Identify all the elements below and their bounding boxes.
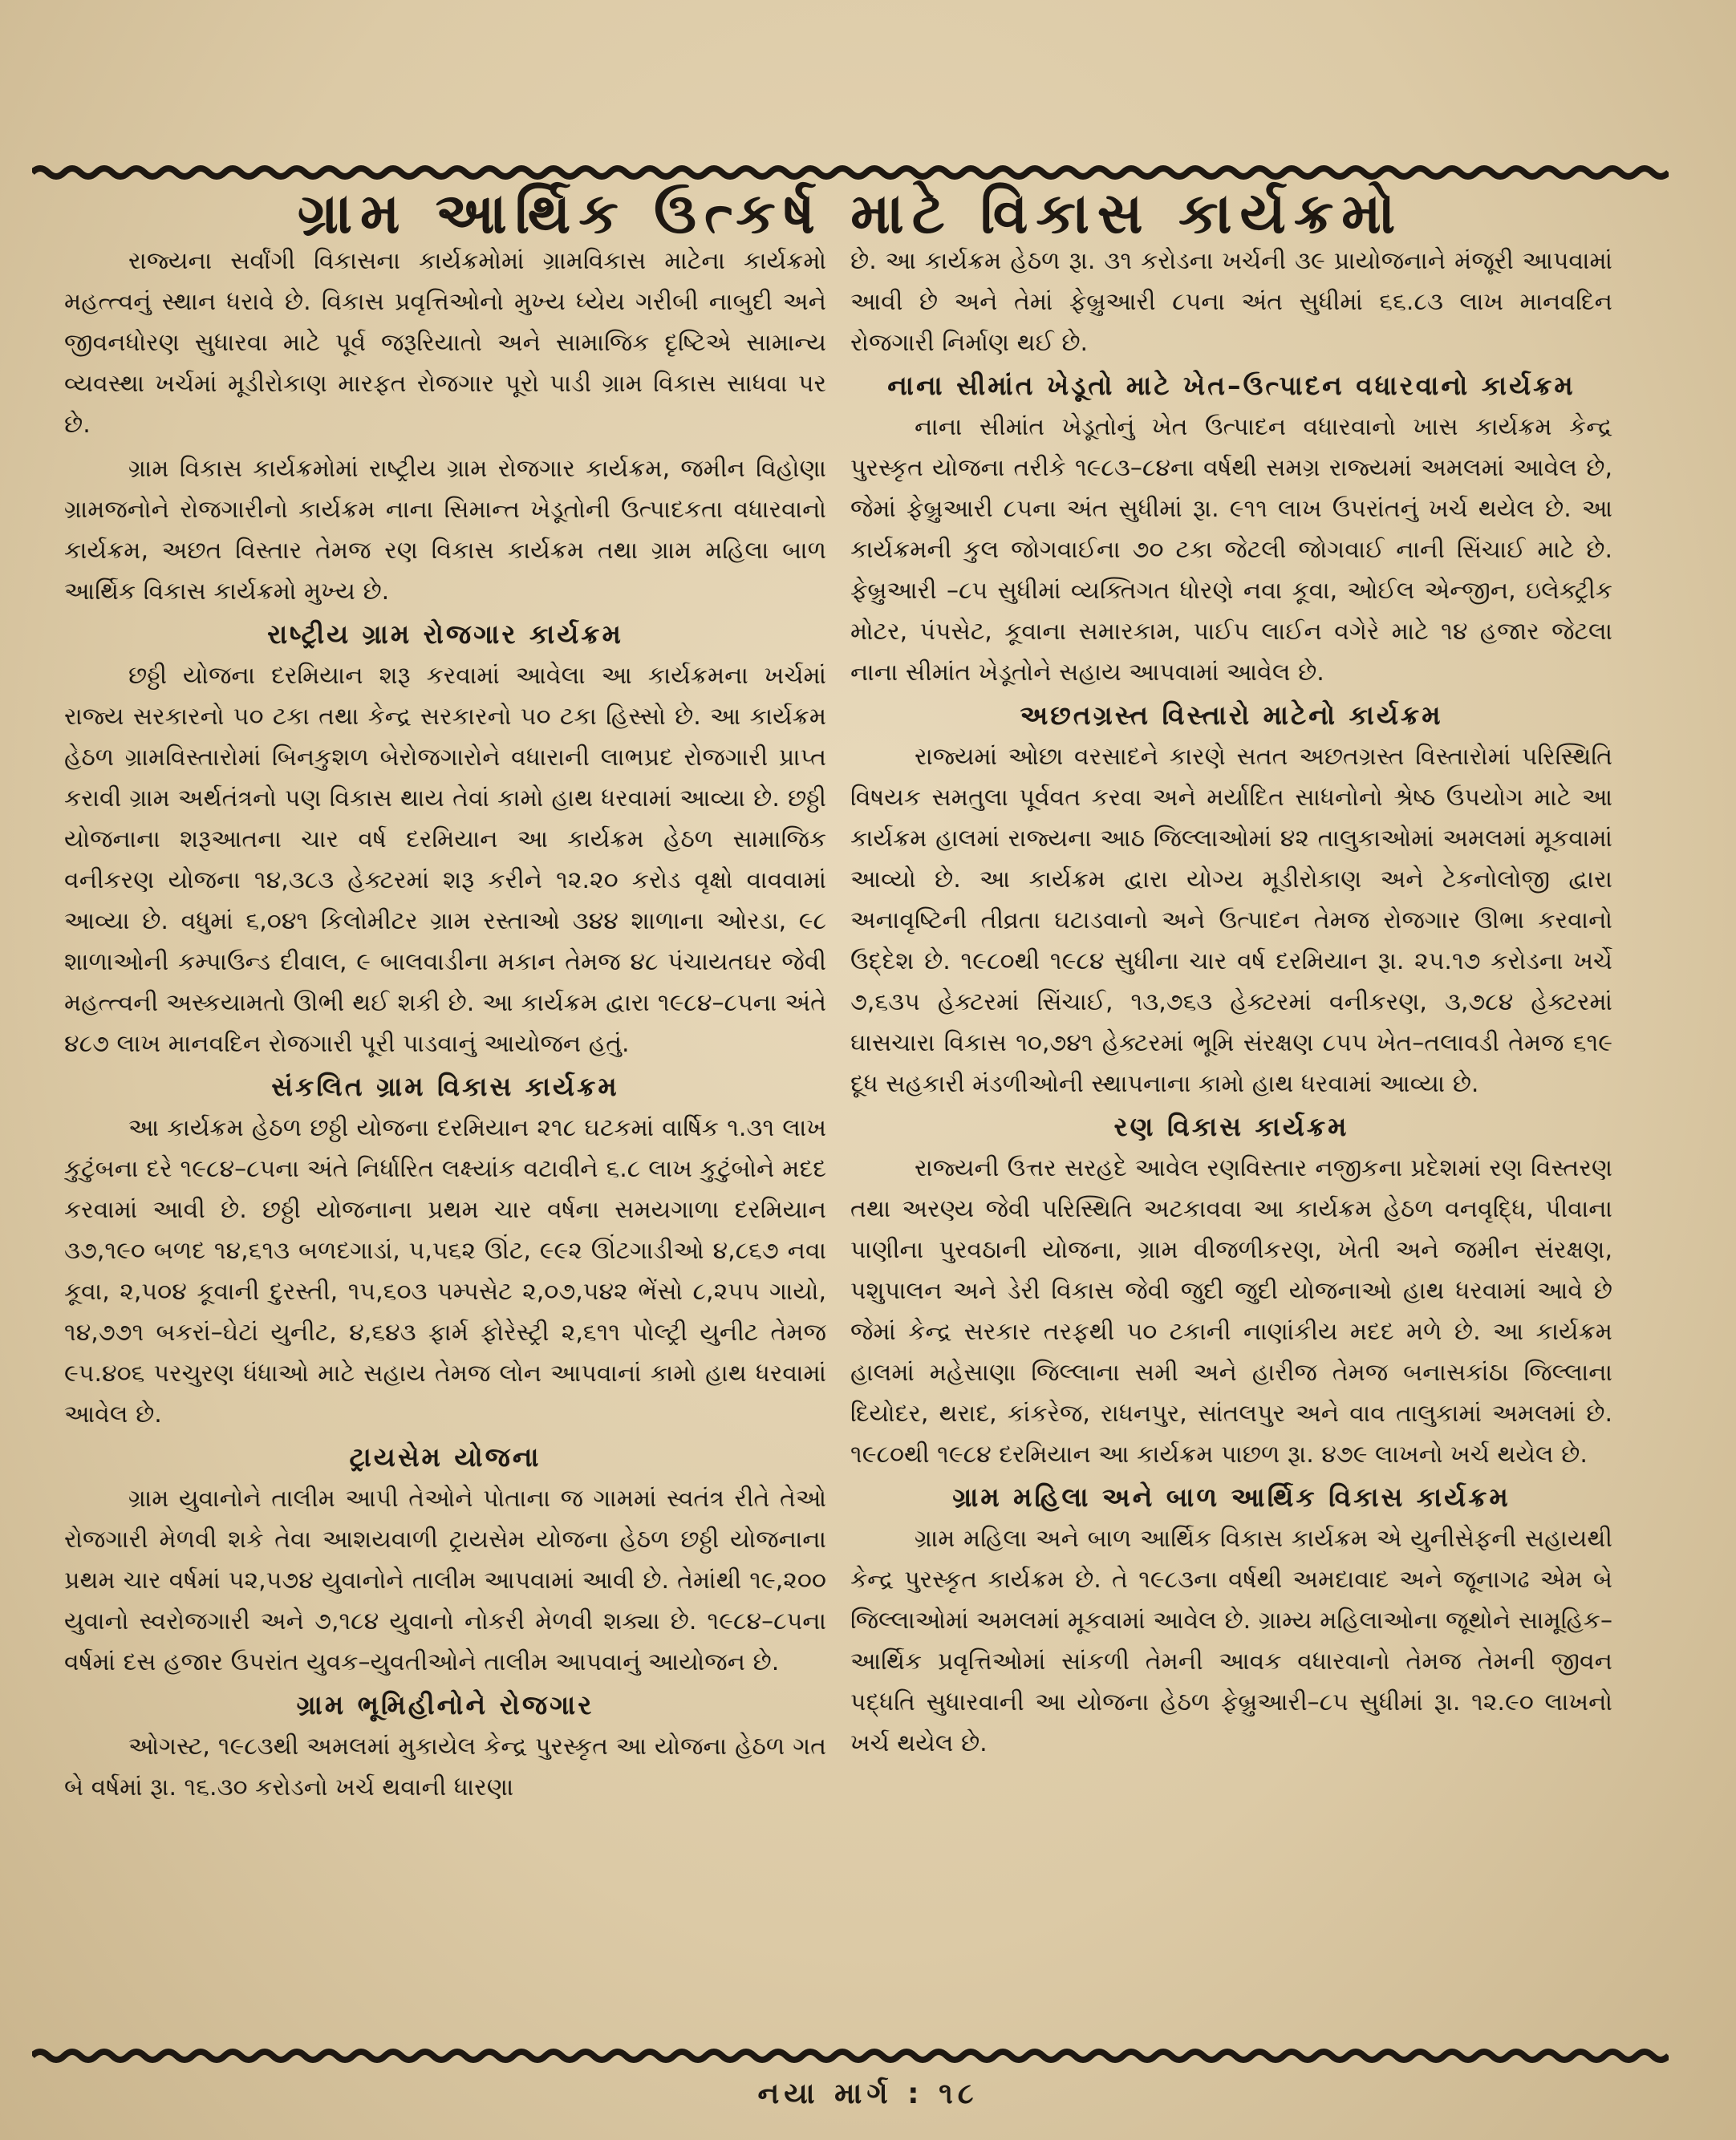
- left-paragraph-4: આ કાર્યક્રમ હેઠળ છઠ્ઠી યોજના દરમિયાન ૨૧૮ ઘટકમાં વાર્ષિક ૧.૩૧ લાખ કુટુંબના દરે ૧૯૮૪–૮૫ના અંતે નિર્ધારિત લક્ષ્યાંક વટાવીને ૬.૮ લાખ કુટુંબોને મદદ કરવામાં આવી છે. છઠ્ઠી યોજનાના પ્રથમ ચાર વર્ષના સમયગાળા દરમિયાન ૩૭,૧૯૦ બળદ ૧૪,૬૧૩ બળદગાડાં, ૫,૫૬૨ ઊંટ, ૯૯૨ ઊંટગાડીઓ ૪,૮૬૭ નવા કૂવા, ૨,૫૦૪ કૂવાની દુરસ્તી, ૧૫,૬૦૩ પમ્પસેટ ૨,૦૭,૫૪૨ ભેંસો ૮,૨૫૫ ગાયો, ૧૪,૭૭૧ બકરાં–ઘેટાં યુનીટ, ૪,૬૪૩ ફાર્મ ફોરેસ્ટ્રી ૨,૬૧૧ પોલ્ટ્રી યુનીટ તેમજ ૯૫.૪૦૬ પરચુરણ ધંધાઓ માટે સહાય તેમજ લોન આપવાનાં કામો હાથ ધરવામાં આવેલ છે.: [64, 1114, 826, 1429]
- right-paragraph-5: ગ્રામ મહિલા અને બાળ આર્થિક વિકાસ કાર્યક્રમ એ યુનીસેફની સહાયથી કેન્દ્ર પુરસ્કૃત કાર્યક્રમ છે. તે ૧૯૮૩ના વર્ષથી અમદાવાદ અને જૂનાગઢ એમ બે જિલ્લાઓમાં અમલમાં મૂકવામાં આવેલ છે. ગ્રામ્ય મહિલાઓના જૂથોને સામૂહિક–આર્થિક પ્રવૃત્તિઓમાં સાંકળી તેમની આવક વધારવાનો તેમજ તેમની જીવન પદ્ધતિ સુધારવાની આ યોજના હેઠળ ફેબ્રુઆરી–૮૫ સુધીમાં રૂા. ૧૨.૯૦ લાખનો ખર્ચ થયેલ છે.: [850, 1525, 1612, 1757]
- left-paragraph-1: રાજ્યના સર્વાંગી વિકાસના કાર્યક્રમોમાં ગ્રામવિકાસ માટેના કાર્યક્રમો મહત્ત્વનું સ્થાન ધરાવે છે. વિકાસ પ્રવૃત્તિઓનો મુખ્ય ધ્યેય ગરીબી નાબુદી અને જીવનધોરણ સુધારવા માટે પૂર્વ જરૂરિયાતો અને સામાજિક દૃષ્ટિએ સામાન્ય વ્યવસ્થા ખર્ચમાં મૂડીરોકાણ મારફત રોજગાર પૂરો પાડી ગ્રામ વિકાસ સાધવા પર છે.: [64, 247, 826, 439]
- left-paragraph-3: છઠ્ઠી યોજના દરમિયાન શરૂ કરવામાં આવેલા આ કાર્યક્રમના ખર્ચમાં રાજ્ય સરકારનો ૫૦ ટકા તથા કેન્દ્ર સરકારનો ૫૦ ટકા હિસ્સો છે. આ કાર્યક્રમ હેઠળ ગ્રામવિસ્તારોમાં બિનકુશળ બેરોજગારોને વધારાની લાભપ્રદ રોજગારી પ્રાપ્ત કરાવી ગ્રામ અર્થતંત્રનો પણ વિકાસ થાય તેવાં કામો હાથ ધરવામાં આવ્યા છે. છઠ્ઠી યોજનાના શરૂઆતના ચાર વર્ષ દરમિયાન આ કાર્યક્રમ હેઠળ સામાજિક વનીકરણ યોજના ૧૪,૩૮૩ હેક્ટરમાં શરૂ કરીને ૧૨.૨૦ કરોડ વૃક્ષો વાવવામાં આવ્યા છે. વધુમાં ૬,૦૪૧ કિલોમીટર ગ્રામ રસ્તાઓ ૩૪૪ શાળાના ઓરડા, ૯૮ શાળાઓની કમ્પાઉન્ડ દીવાલ, ૯ બાલવાડીના મકાન તેમજ ૪૮ પંચાયતઘર જેવી મહત્ત્વની અસ્કયામતો ઊભી થઈ શકી છે. આ કાર્યક્રમ દ્વારા ૧૯૮૪–૮૫ના અંતે ૪૮૭ લાખ માનવદિન રોજગારી પૂરી પાડવાનું આયોજન હતું.: [64, 662, 826, 1058]
- right-heading-2: અછતગ્રસ્ત વિસ્તારો માટેનો કાર્યક્રમ: [1020, 699, 1443, 731]
- left-heading-4: ગ્રામ ભૂમિહીનોને રોજગાર: [296, 1689, 594, 1721]
- right-heading-3: રણ વિકાસ કાર્યક્રમ: [1113, 1111, 1349, 1142]
- page-footer: નયા માર્ગ : ૧૮: [757, 2077, 979, 2110]
- right-heading-4: ગ્રામ મહિલા અને બાળ આર્થિક વિકાસ કાર્યક્રમ: [952, 1481, 1511, 1513]
- left-paragraph-2: ગ્રામ વિકાસ કાર્યક્રમોમાં રાષ્ટ્રીય ગ્રામ રોજગાર કાર્યક્રમ, જમીન વિહોણા ગ્રામજનોને રોજગારીનો કાર્યક્રમ નાના સિમાન્ત ખેડૂતોની ઉત્પાદકતા વધારવાનો કાર્યક્રમ, અછત વિસ્તાર તેમજ રણ વિકાસ કાર્યક્રમ તથા ગ્રામ મહિલા બાળ આર્થિક વિકાસ કાર્યક્રમો મુખ્ય છે.: [64, 455, 826, 606]
- right-paragraph-2: નાના સીમાંત ખેડૂતોનું ખેત ઉત્પાદન વધારવાનો ખાસ કાર્યક્રમ કેન્દ્ર પુરસ્કૃત યોજના તરીકે ૧૯૮૩–૮૪ના વર્ષથી સમગ્ર રાજ્યમાં અમલમાં આવેલ છે, જેમાં ફેબ્રુઆરી ૮૫ના અંત સુધીમાં રૂા. ૯૧૧ લાખ ઉપરાંતનું ખર્ચ થયેલ છે. આ કાર્યક્રમની કુલ જોગવાઈના ૭૦ ટકા જેટલી જોગવાઈ નાની સિંચાઈ માટે છે. ફેબ્રુઆરી –૮૫ સુધીમાં વ્યક્તિગત ધોરણે નવા કૂવા, ઓઈલ એન્જીન, ઇલેક્ટ્રીક મોટર, પંપસેટ, કૂવાના સમારકામ, પાઈપ લાઈન વગેરે માટે ૧૪ હજાર જેટલા નાના સીમાંત ખેડૂતોને સહાય આપવામાં આવેલ છે.: [850, 413, 1612, 687]
- left-paragraph-6: ઓગસ્ટ, ૧૯૮૩થી અમલમાં મુકાયેલ કેન્દ્ર પુરસ્કૃત આ યોજના હેઠળ ગત બે વર્ષમાં રૂા. ૧૬.૩૦ કરોડનો ખર્ચ થવાની ધારણા: [64, 1733, 826, 1802]
- right-heading-1: નાના સીમાંત ખેડૂતો માટે ખેત–ઉત્પાદન વધારવાનો કાર્યક્રમ: [887, 370, 1576, 401]
- right-column: [850, 241, 1612, 1965]
- left-heading-1: રાષ્ટ્રીય ગ્રામ રોજગાર કાર્યક્રમ: [267, 618, 623, 650]
- bottom-wavy-rule: [32, 2044, 1669, 2068]
- right-paragraph-1: છે. આ કાર્યક્રમ હેઠળ રૂા. ૩૧ કરોડના ખર્ચની ૩૯ પ્રાયોજનાને મંજૂરી આપવામાં આવી છે અને તેમાં ફેબ્રુઆરી ૮૫ના અંત સુધીમાં ૬૬.૮૩ લાખ માનવદિન રોજગારી નિર્માણ થઈ છે.: [850, 247, 1612, 357]
- page-title: ગ્રામ આર્થિક ઉત્કર્ષ માટે વિકાસ કાર્યક્રમો: [297, 180, 1404, 246]
- left-column: [64, 241, 826, 1965]
- right-paragraph-4: રાજ્યની ઉત્તર સરહદે આવેલ રણવિસ્તાર નજીકના પ્રદેશમાં રણ વિસ્તરણ તથા અરણ્ય જેવી પરિસ્થિતિ અટકાવવા આ કાર્યક્રમ હેઠળ વનવૃદ્ધિ, પીવાના પાણીના પુરવઠાની યોજના, ગ્રામ વીજળીકરણ, ખેતી અને જમીન સંરક્ષણ, પશુપાલન અને ડેરી વિકાસ જેવી જુદી જુદી યોજનાઓ હાથ ધરવામાં આવે છે જેમાં કેન્દ્ર સરકાર તરફથી ૫૦ ટકાની નાણાંકીય મદદ મળે છે. આ કાર્યક્રમ હાલમાં મહેસાણા જિલ્લાના સમી અને હારીજ તેમજ બનાસકાંઠા જિલ્લાના દિયોદર, થરાદ, કાંકરેજ, રાધનપુર, સાંતલપુર અને વાવ તાલુકામાં અમલમાં છે. ૧૯૮૦થી ૧૯૮૪ દરમિયાન આ કાર્યક્રમ પાછળ રૂા. ૪૭૯ લાખનો ખર્ચ થયેલ છે.: [850, 1154, 1612, 1469]
- left-heading-2: સંકલિત ગ્રામ વિકાસ કાર્યક્રમ: [271, 1071, 619, 1102]
- left-heading-3: ટ્રાયસેમ યોજના: [349, 1441, 541, 1473]
- right-paragraph-3: રાજ્યમાં ઓછા વરસાદને કારણે સતત અછતગ્રસ્ત વિસ્તારોમાં પરિસ્થિતિ વિષયક સમતુલા પૂર્વવત કરવા અને મર્યાદિત સાધનોનો શ્રેષ્ઠ ઉપયોગ માટે આ કાર્યક્રમ હાલમાં રાજ્યના આઠ જિલ્લાઓમાં ૪૨ તાલુકાઓમાં અમલમાં મૂકવામાં આવ્યો છે. આ કાર્યક્રમ દ્વારા યોગ્ય મૂડીરોકાણ અને ટેકનોલોજી દ્વારા અનાવૃષ્ટિની તીવ્રતા ઘટાડવાનો અને ઉત્પાદન તેમજ રોજગાર ઊભા કરવાનો ઉદ્દેશ છે. ૧૯૮૦થી ૧૯૮૪ સુધીના ચાર વર્ષ દરમિયાન રૂા. ૨૫.૧૭ કરોડના ખર્ચે ૭,૬૩૫ હેક્ટરમાં સિંચાઈ, ૧૩,૭૬૩ હેક્ટરમાં વનીકરણ, ૩,૭૮૪ હેક્ટરમાં ઘાસચારા વિકાસ ૧૦,૭૪૧ હેક્ટરમાં ભૂમિ સંરક્ષણ ૮૫૫ ખેત–તલાવડી તેમજ ૬૧૯ દૂધ સહકારી મંડળીઓની સ્થાપનાના કામો હાથ ધરવામાં આવ્યા છે.: [850, 743, 1612, 1098]
- left-paragraph-5: ગ્રામ યુવાનોને તાલીમ આપી તેઓને પોતાના જ ગામમાં સ્વતંત્ર રીતે તેઓ રોજગારી મેળવી શકે તેવા આશયવાળી ટ્રાયસેમ યોજના હેઠળ છઠ્ઠી યોજનાના પ્રથમ ચાર વર્ષમાં ૫૨,૫૭૪ યુવાનોને તાલીમ આપવામાં આવી છે. તેમાંથી ૧૯,૨૦૦ યુવાનો સ્વરોજગારી અને ૭,૧૮૪ યુવાનો નોકરી મેળવી શક્યા છે. ૧૯૮૪–૮૫ના વર્ષમાં દસ હજાર ઉપરાંત યુવક–યુવતીઓને તાલીમ આપવાનું આયોજન છે.: [64, 1485, 826, 1676]
